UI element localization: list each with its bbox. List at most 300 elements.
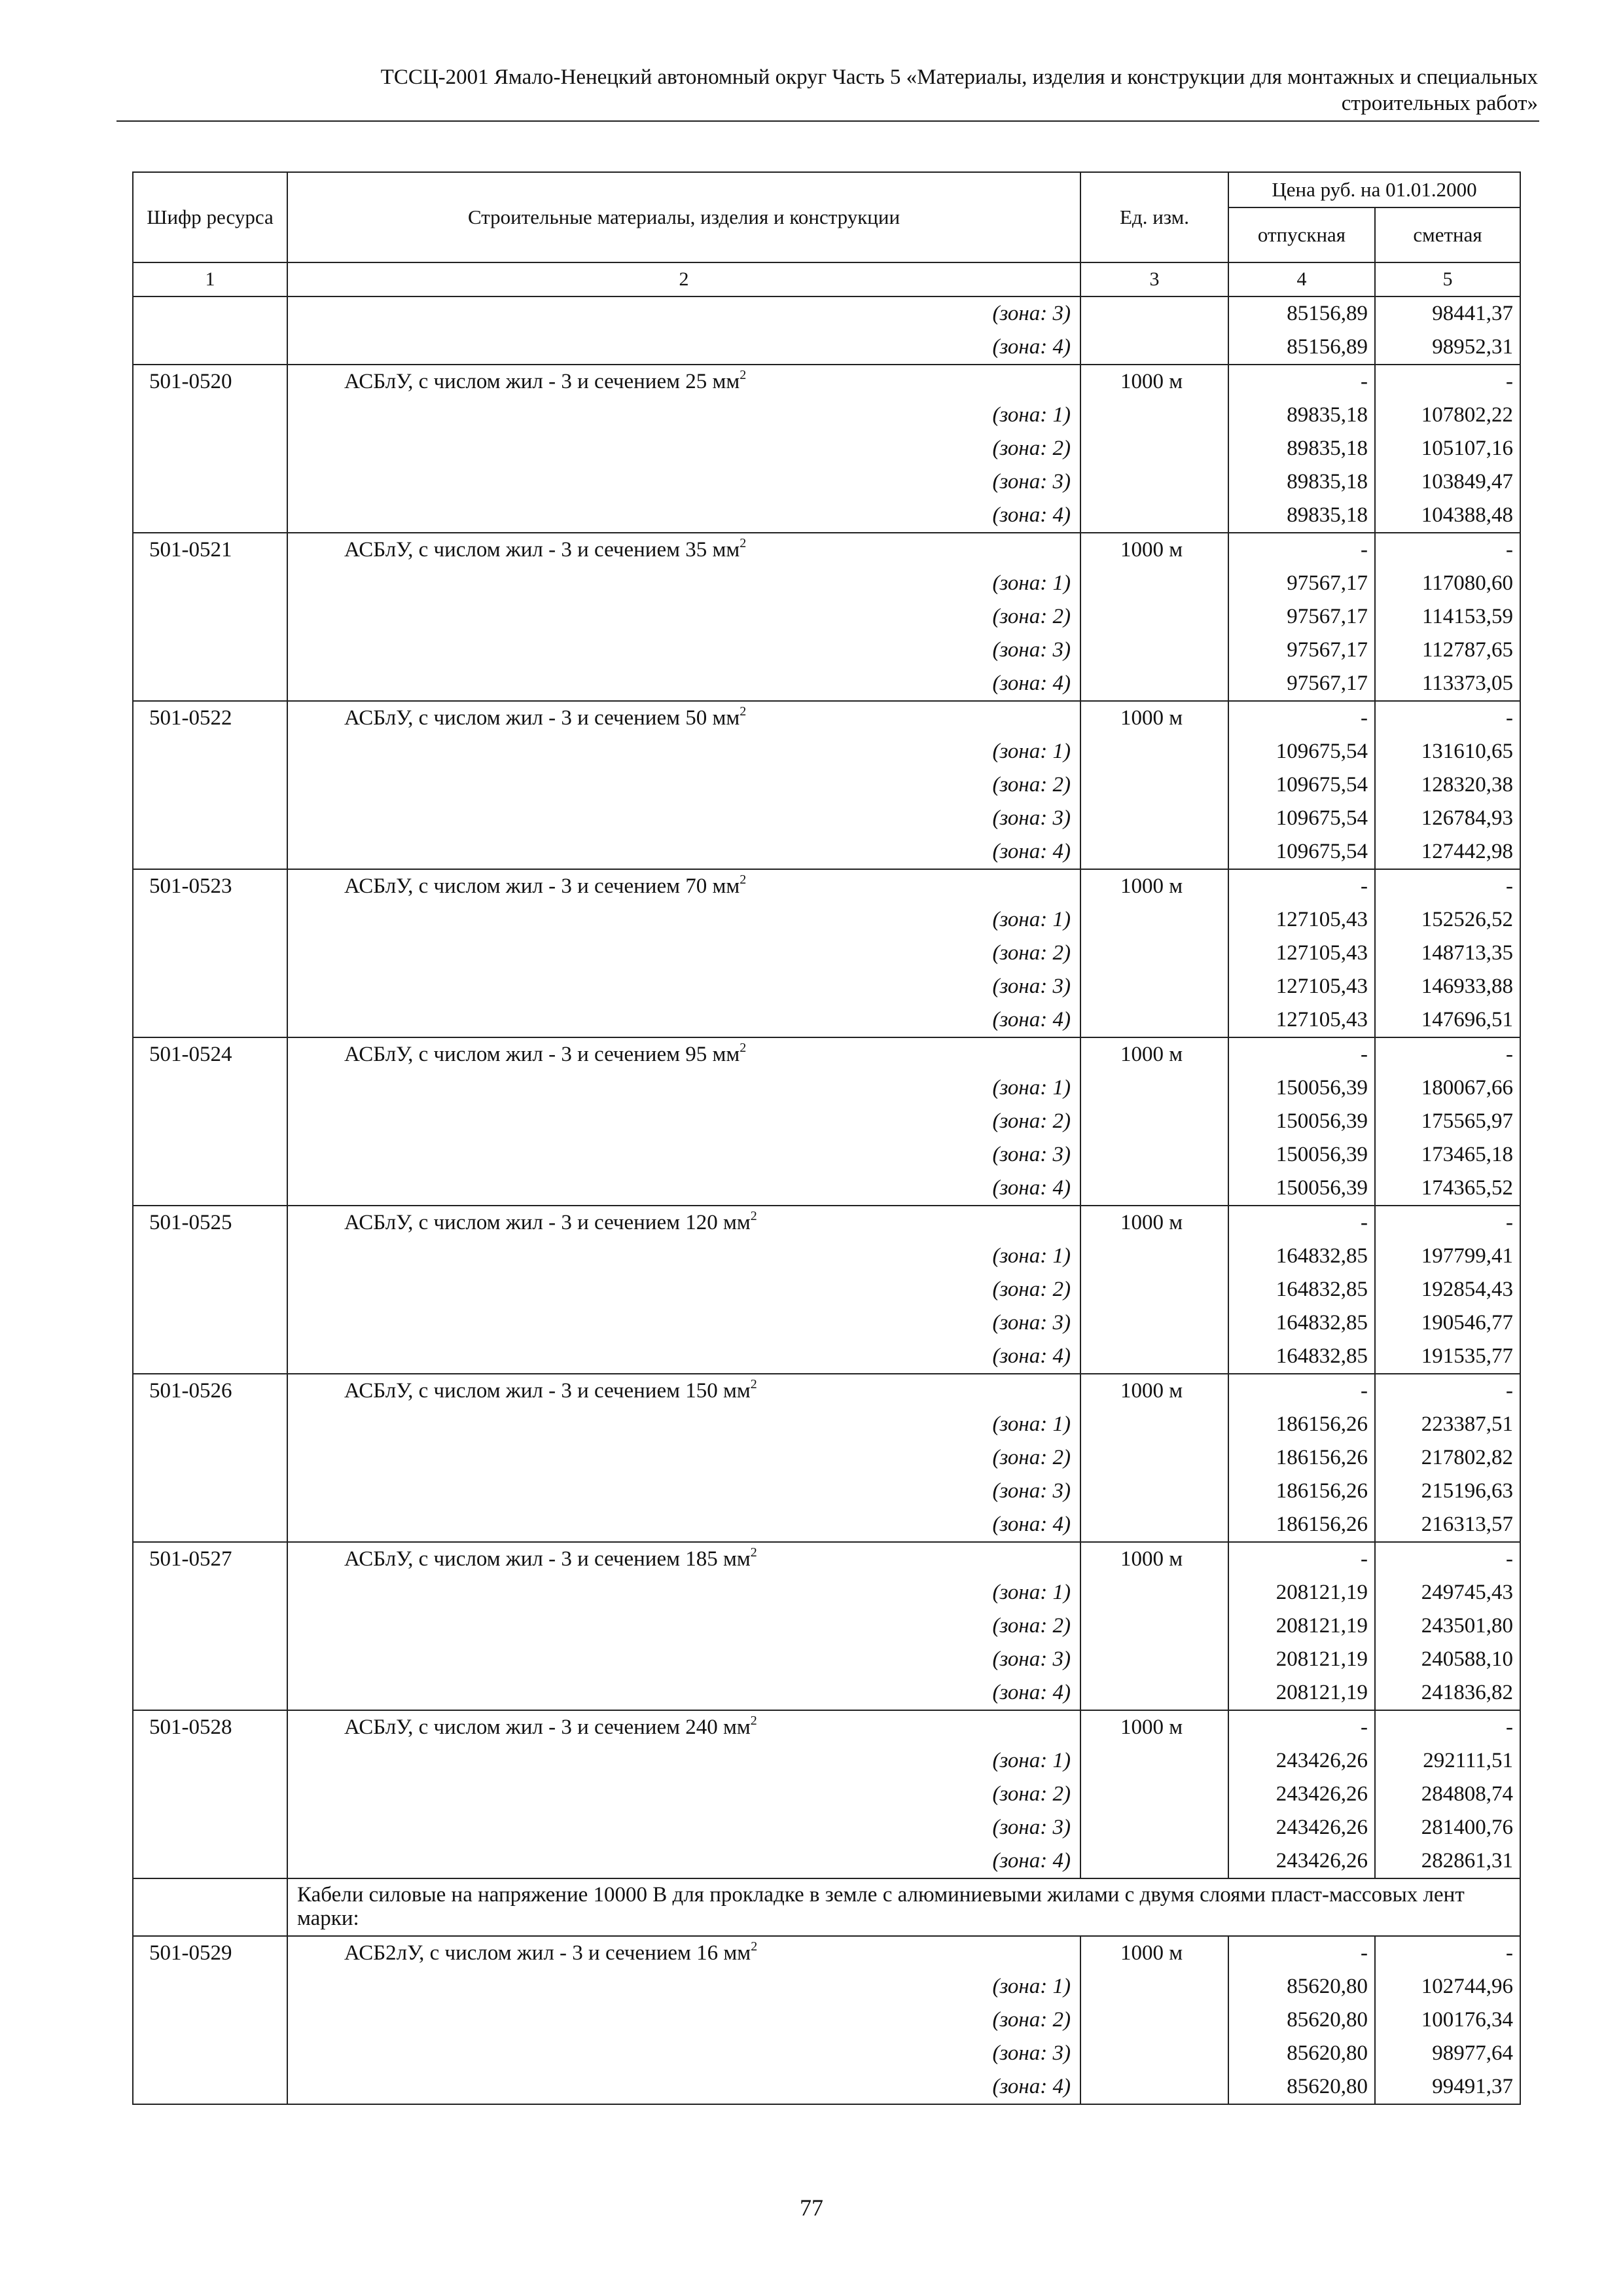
unit-cell bbox=[1080, 1844, 1228, 1878]
estimate-price: 292111,51 bbox=[1375, 1744, 1520, 1778]
resource-name bbox=[287, 365, 1080, 399]
resource-code-cell bbox=[133, 1744, 287, 1778]
superscript-exponent: 2 bbox=[740, 536, 747, 550]
estimate-price: 98952,31 bbox=[1375, 331, 1520, 365]
release-price: 89835,18 bbox=[1228, 432, 1375, 465]
estimate-price: 146933,88 bbox=[1375, 970, 1520, 1003]
release-price: 127105,43 bbox=[1228, 903, 1375, 937]
resource-row bbox=[133, 1936, 1520, 1970]
resource-name bbox=[287, 1542, 1080, 1576]
unit-cell bbox=[1080, 1475, 1228, 1508]
zone-label: (зона: 4) bbox=[287, 835, 1080, 869]
running-header bbox=[118, 64, 1538, 117]
header-rule bbox=[116, 120, 1539, 122]
zone-label: (зона: 2) bbox=[287, 1105, 1080, 1138]
resource-code: 501-0520 bbox=[133, 365, 287, 399]
unit-cell bbox=[1080, 937, 1228, 970]
release-price: 164832,85 bbox=[1228, 1240, 1375, 1273]
zone-row bbox=[133, 1844, 1520, 1878]
superscript-exponent: 2 bbox=[750, 1713, 757, 1728]
resource-code-cell bbox=[133, 735, 287, 768]
release-price: 127105,43 bbox=[1228, 970, 1375, 1003]
zone-row bbox=[133, 1609, 1520, 1643]
resource-code-cell bbox=[133, 1844, 287, 1878]
estimate-price: - bbox=[1375, 1374, 1520, 1408]
zone-label: (зона: 3) bbox=[287, 2037, 1080, 2070]
resource-code-cell bbox=[133, 1172, 287, 1206]
release-price: 109675,54 bbox=[1228, 768, 1375, 802]
estimate-price: 127442,98 bbox=[1375, 835, 1520, 869]
zone-label: (зона: 3) bbox=[287, 970, 1080, 1003]
unit-cell bbox=[1080, 1306, 1228, 1340]
resource-name-text: АСБлУ, с числом жил - 3 и сечением 25 мм bbox=[344, 370, 740, 393]
resource-name bbox=[287, 701, 1080, 735]
price-table-body bbox=[133, 296, 1520, 2104]
resource-code-cell bbox=[133, 1970, 287, 2003]
release-price: - bbox=[1228, 1936, 1375, 1970]
estimate-price: 240588,10 bbox=[1375, 1643, 1520, 1676]
resource-code-cell bbox=[133, 1071, 287, 1105]
resource-code: 501-0524 bbox=[133, 1037, 287, 1071]
zone-row bbox=[133, 296, 1520, 331]
estimate-price: 215196,63 bbox=[1375, 1475, 1520, 1508]
estimate-price: - bbox=[1375, 1710, 1520, 1744]
resource-code-cell bbox=[133, 835, 287, 869]
estimate-price: - bbox=[1375, 869, 1520, 903]
zone-label: (зона: 3) bbox=[287, 1643, 1080, 1676]
column-header-price-group: Цена руб. на 01.01.2000 bbox=[1228, 172, 1520, 207]
resource-code-cell bbox=[133, 296, 287, 331]
release-price: 109675,54 bbox=[1228, 735, 1375, 768]
zone-row bbox=[133, 600, 1520, 634]
release-price: 85620,80 bbox=[1228, 2070, 1375, 2104]
resource-code-cell bbox=[133, 667, 287, 701]
zone-row bbox=[133, 1306, 1520, 1340]
unit-cell bbox=[1080, 600, 1228, 634]
resource-code: 501-0525 bbox=[133, 1206, 287, 1240]
release-price: 186156,26 bbox=[1228, 1441, 1375, 1475]
zone-row bbox=[133, 768, 1520, 802]
estimate-price: 174365,52 bbox=[1375, 1172, 1520, 1206]
zone-row bbox=[133, 735, 1520, 768]
resource-code: 501-0528 bbox=[133, 1710, 287, 1744]
resource-code-cell bbox=[133, 2070, 287, 2104]
unit-cell bbox=[1080, 2070, 1228, 2104]
estimate-price: 131610,65 bbox=[1375, 735, 1520, 768]
zone-label: (зона: 2) bbox=[287, 1609, 1080, 1643]
superscript-exponent: 2 bbox=[740, 872, 747, 887]
unit-cell bbox=[1080, 1340, 1228, 1374]
estimate-price: 281400,76 bbox=[1375, 1811, 1520, 1844]
estimate-price: 197799,41 bbox=[1375, 1240, 1520, 1273]
release-price: 208121,19 bbox=[1228, 1609, 1375, 1643]
resource-code: 501-0523 bbox=[133, 869, 287, 903]
estimate-price: 190546,77 bbox=[1375, 1306, 1520, 1340]
resource-name-text: АСБлУ, с числом жил - 3 и сечением 50 мм bbox=[344, 706, 740, 730]
zone-row bbox=[133, 2037, 1520, 2070]
release-price: 109675,54 bbox=[1228, 802, 1375, 835]
zone-label: (зона: 3) bbox=[287, 1811, 1080, 1844]
unit-cell bbox=[1080, 1240, 1228, 1273]
section-heading: Кабели силовые на напряжение 10000 В для прокладке в земле с алюминиевыми жилами с двумя слоями пласт-массовых лент марки: bbox=[287, 1878, 1520, 1936]
resource-row bbox=[133, 1542, 1520, 1576]
zone-row bbox=[133, 1778, 1520, 1811]
zone-label: (зона: 1) bbox=[287, 1970, 1080, 2003]
resource-code-cell bbox=[133, 634, 287, 667]
estimate-price: 180067,66 bbox=[1375, 1071, 1520, 1105]
release-price: 164832,85 bbox=[1228, 1340, 1375, 1374]
estimate-price: 98441,37 bbox=[1375, 296, 1520, 331]
resource-code-cell bbox=[133, 1340, 287, 1374]
resource-name-text: АСБлУ, с числом жил - 3 и сечением 70 мм bbox=[344, 874, 740, 898]
zone-label: (зона: 4) bbox=[287, 331, 1080, 365]
unit-cell bbox=[1080, 970, 1228, 1003]
zone-row bbox=[133, 399, 1520, 432]
zone-row bbox=[133, 1643, 1520, 1676]
estimate-price: 148713,35 bbox=[1375, 937, 1520, 970]
release-price: - bbox=[1228, 701, 1375, 735]
resource-row bbox=[133, 1037, 1520, 1071]
unit-cell bbox=[1080, 1970, 1228, 2003]
release-price: 208121,19 bbox=[1228, 1643, 1375, 1676]
zone-label: (зона: 2) bbox=[287, 1778, 1080, 1811]
estimate-price: 241836,82 bbox=[1375, 1676, 1520, 1710]
resource-code-cell bbox=[133, 1441, 287, 1475]
resource-code-cell bbox=[133, 1306, 287, 1340]
estimate-price: - bbox=[1375, 1542, 1520, 1576]
unit-cell bbox=[1080, 903, 1228, 937]
superscript-exponent: 2 bbox=[750, 1377, 757, 1391]
resource-code-cell bbox=[133, 331, 287, 365]
release-price: 164832,85 bbox=[1228, 1306, 1375, 1340]
superscript-exponent: 2 bbox=[750, 1545, 757, 1560]
release-price: 85620,80 bbox=[1228, 2003, 1375, 2037]
resource-code: 501-0529 bbox=[133, 1936, 287, 1970]
estimate-price: 99491,37 bbox=[1375, 2070, 1520, 2104]
resource-name bbox=[287, 1037, 1080, 1071]
resource-code-cell bbox=[133, 903, 287, 937]
resource-name-text: АСБлУ, с числом жил - 3 и сечением 95 мм bbox=[344, 1043, 740, 1066]
resource-code-cell bbox=[133, 2037, 287, 2070]
resource-code-cell bbox=[133, 1105, 287, 1138]
resource-name-text: АСБлУ, с числом жил - 3 и сечением 240 мм bbox=[344, 1715, 751, 1739]
column-number: 1 bbox=[133, 262, 287, 296]
release-price: - bbox=[1228, 533, 1375, 567]
resource-code-cell bbox=[133, 1609, 287, 1643]
column-header-unit: Ед. изм. bbox=[1080, 172, 1228, 262]
estimate-price: 173465,18 bbox=[1375, 1138, 1520, 1172]
resource-name bbox=[287, 1374, 1080, 1408]
release-price: 186156,26 bbox=[1228, 1408, 1375, 1441]
resource-row bbox=[133, 1206, 1520, 1240]
release-price: 243426,26 bbox=[1228, 1744, 1375, 1778]
unit-cell bbox=[1080, 1138, 1228, 1172]
zone-row bbox=[133, 2003, 1520, 2037]
zone-row bbox=[133, 1105, 1520, 1138]
unit-of-measure: 1000 м bbox=[1080, 1374, 1228, 1408]
unit-of-measure: 1000 м bbox=[1080, 1206, 1228, 1240]
estimate-price: 128320,38 bbox=[1375, 768, 1520, 802]
zone-row bbox=[133, 937, 1520, 970]
unit-of-measure: 1000 м bbox=[1080, 1710, 1228, 1744]
unit-cell bbox=[1080, 331, 1228, 365]
resource-code: 501-0526 bbox=[133, 1374, 287, 1408]
resource-name-text: АСБлУ, с числом жил - 3 и сечением 120 мм bbox=[344, 1211, 751, 1234]
unit-cell bbox=[1080, 634, 1228, 667]
unit-cell bbox=[1080, 1408, 1228, 1441]
zone-row bbox=[133, 1172, 1520, 1206]
zone-label: (зона: 2) bbox=[287, 2003, 1080, 2037]
zone-row bbox=[133, 667, 1520, 701]
column-header-estimate-price: сметная bbox=[1375, 207, 1520, 262]
release-price: 208121,19 bbox=[1228, 1576, 1375, 1609]
resource-name-text: АСБлУ, с числом жил - 3 и сечением 185 мм bbox=[344, 1547, 751, 1571]
zone-label: (зона: 1) bbox=[287, 399, 1080, 432]
resource-code-cell bbox=[133, 1273, 287, 1306]
resource-name bbox=[287, 1206, 1080, 1240]
zone-row bbox=[133, 634, 1520, 667]
zone-row bbox=[133, 567, 1520, 600]
zone-label: (зона: 3) bbox=[287, 465, 1080, 499]
unit-of-measure: 1000 м bbox=[1080, 869, 1228, 903]
release-price: - bbox=[1228, 1206, 1375, 1240]
zone-label: (зона: 2) bbox=[287, 600, 1080, 634]
zone-label: (зона: 1) bbox=[287, 1744, 1080, 1778]
zone-row bbox=[133, 1676, 1520, 1710]
zone-row bbox=[133, 1475, 1520, 1508]
resource-code-cell bbox=[133, 499, 287, 533]
unit-cell bbox=[1080, 1609, 1228, 1643]
zone-label: (зона: 1) bbox=[287, 1576, 1080, 1609]
zone-label: (зона: 4) bbox=[287, 667, 1080, 701]
unit-cell bbox=[1080, 1576, 1228, 1609]
estimate-price: 98977,64 bbox=[1375, 2037, 1520, 2070]
release-price: - bbox=[1228, 869, 1375, 903]
estimate-price: - bbox=[1375, 701, 1520, 735]
estimate-price: 126784,93 bbox=[1375, 802, 1520, 835]
release-price: 243426,26 bbox=[1228, 1844, 1375, 1878]
zone-label: (зона: 1) bbox=[287, 1071, 1080, 1105]
zone-label: (зона: 4) bbox=[287, 1003, 1080, 1037]
zone-label: (зона: 3) bbox=[287, 634, 1080, 667]
release-price: 186156,26 bbox=[1228, 1475, 1375, 1508]
estimate-price: 243501,80 bbox=[1375, 1609, 1520, 1643]
superscript-exponent: 2 bbox=[751, 1939, 758, 1954]
unit-cell bbox=[1080, 735, 1228, 768]
estimate-price: 223387,51 bbox=[1375, 1408, 1520, 1441]
release-price: 186156,26 bbox=[1228, 1508, 1375, 1542]
zone-row bbox=[133, 802, 1520, 835]
estimate-price: 152526,52 bbox=[1375, 903, 1520, 937]
zone-row bbox=[133, 1340, 1520, 1374]
unit-of-measure: 1000 м bbox=[1080, 365, 1228, 399]
release-price: - bbox=[1228, 1037, 1375, 1071]
column-number: 4 bbox=[1228, 262, 1375, 296]
release-price: 97567,17 bbox=[1228, 567, 1375, 600]
resource-code-cell bbox=[133, 1240, 287, 1273]
zone-label: (зона: 3) bbox=[287, 802, 1080, 835]
resource-code-cell bbox=[133, 567, 287, 600]
resource-name bbox=[287, 533, 1080, 567]
resource-code-cell bbox=[133, 1576, 287, 1609]
resource-code-cell bbox=[133, 600, 287, 634]
unit-cell bbox=[1080, 768, 1228, 802]
zone-label: (зона: 4) bbox=[287, 2070, 1080, 2104]
column-number: 5 bbox=[1375, 262, 1520, 296]
zone-label: (зона: 1) bbox=[287, 903, 1080, 937]
zone-label: (зона: 4) bbox=[287, 1172, 1080, 1206]
resource-code-cell bbox=[133, 768, 287, 802]
superscript-exponent: 2 bbox=[740, 1041, 747, 1055]
resource-code-cell bbox=[133, 1878, 287, 1936]
resource-code-cell bbox=[133, 1811, 287, 1844]
zone-label: (зона: 4) bbox=[287, 499, 1080, 533]
superscript-exponent: 2 bbox=[740, 368, 747, 382]
zone-label: (зона: 2) bbox=[287, 937, 1080, 970]
estimate-price: 175565,97 bbox=[1375, 1105, 1520, 1138]
zone-row bbox=[133, 432, 1520, 465]
release-price: 85156,89 bbox=[1228, 331, 1375, 365]
resource-name bbox=[287, 869, 1080, 903]
zone-row bbox=[133, 1744, 1520, 1778]
zone-row bbox=[133, 1240, 1520, 1273]
zone-label: (зона: 2) bbox=[287, 1441, 1080, 1475]
release-price: 208121,19 bbox=[1228, 1676, 1375, 1710]
unit-cell bbox=[1080, 399, 1228, 432]
superscript-exponent: 2 bbox=[750, 1209, 757, 1223]
unit-cell bbox=[1080, 499, 1228, 533]
zone-label: (зона: 3) bbox=[287, 1138, 1080, 1172]
release-price: - bbox=[1228, 1710, 1375, 1744]
unit-cell bbox=[1080, 1676, 1228, 1710]
zone-row bbox=[133, 1576, 1520, 1609]
unit-cell bbox=[1080, 567, 1228, 600]
zone-row bbox=[133, 1441, 1520, 1475]
resource-code-cell bbox=[133, 1508, 287, 1542]
unit-cell bbox=[1080, 1172, 1228, 1206]
estimate-price: - bbox=[1375, 1206, 1520, 1240]
release-price: - bbox=[1228, 1374, 1375, 1408]
estimate-price: 147696,51 bbox=[1375, 1003, 1520, 1037]
estimate-price: 105107,16 bbox=[1375, 432, 1520, 465]
zone-label: (зона: 3) bbox=[287, 1475, 1080, 1508]
resource-code-cell bbox=[133, 465, 287, 499]
resource-code: 501-0521 bbox=[133, 533, 287, 567]
resource-row bbox=[133, 533, 1520, 567]
unit-cell bbox=[1080, 296, 1228, 331]
zone-row bbox=[133, 1508, 1520, 1542]
unit-cell bbox=[1080, 2003, 1228, 2037]
zone-label: (зона: 4) bbox=[287, 1844, 1080, 1878]
unit-cell bbox=[1080, 1811, 1228, 1844]
estimate-price: - bbox=[1375, 365, 1520, 399]
resource-row bbox=[133, 1710, 1520, 1744]
zone-label: (зона: 1) bbox=[287, 1408, 1080, 1441]
unit-cell bbox=[1080, 667, 1228, 701]
release-price: 89835,18 bbox=[1228, 465, 1375, 499]
estimate-price: 192854,43 bbox=[1375, 1273, 1520, 1306]
unit-cell bbox=[1080, 432, 1228, 465]
resource-row bbox=[133, 701, 1520, 735]
resource-code-cell bbox=[133, 1778, 287, 1811]
zone-label: (зона: 2) bbox=[287, 1273, 1080, 1306]
release-price: 150056,39 bbox=[1228, 1172, 1375, 1206]
zone-row bbox=[133, 1408, 1520, 1441]
resource-code-cell bbox=[133, 399, 287, 432]
release-price: 85620,80 bbox=[1228, 1970, 1375, 2003]
resource-name bbox=[287, 1936, 1080, 1970]
zone-row bbox=[133, 835, 1520, 869]
zone-label: (зона: 2) bbox=[287, 432, 1080, 465]
column-header-name: Строительные материалы, изделия и конструкции bbox=[287, 172, 1080, 262]
resource-row bbox=[133, 365, 1520, 399]
running-header-line-1: ТССЦ-2001 Ямало-Ненецкий автономный округ Часть 5 «Материалы, изделия и конструкции для монтажных и специальных bbox=[380, 65, 1538, 89]
resource-code: 501-0527 bbox=[133, 1542, 287, 1576]
column-number: 2 bbox=[287, 262, 1080, 296]
estimate-price: 216313,57 bbox=[1375, 1508, 1520, 1542]
section-heading-row bbox=[133, 1878, 1520, 1936]
zone-row bbox=[133, 1970, 1520, 2003]
estimate-price: 217802,82 bbox=[1375, 1441, 1520, 1475]
estimate-price: 107802,22 bbox=[1375, 399, 1520, 432]
resource-code-cell bbox=[133, 1003, 287, 1037]
zone-label: (зона: 2) bbox=[287, 768, 1080, 802]
estimate-price: 104388,48 bbox=[1375, 499, 1520, 533]
unit-cell bbox=[1080, 1441, 1228, 1475]
resource-code-cell bbox=[133, 1138, 287, 1172]
resource-row bbox=[133, 869, 1520, 903]
zone-label: (зона: 4) bbox=[287, 1340, 1080, 1374]
resource-name-text: АСБ2лУ, с числом жил - 3 и сечением 16 мм bbox=[344, 1941, 751, 1965]
unit-of-measure: 1000 м bbox=[1080, 533, 1228, 567]
price-table-header bbox=[133, 172, 1520, 296]
unit-cell bbox=[1080, 1003, 1228, 1037]
resource-name bbox=[287, 1710, 1080, 1744]
resource-name-text: АСБлУ, с числом жил - 3 и сечением 150 мм bbox=[344, 1379, 751, 1403]
estimate-price: 103849,47 bbox=[1375, 465, 1520, 499]
zone-row bbox=[133, 2070, 1520, 2104]
column-number: 3 bbox=[1080, 262, 1228, 296]
unit-of-measure: 1000 м bbox=[1080, 1542, 1228, 1576]
zone-row bbox=[133, 1071, 1520, 1105]
unit-cell bbox=[1080, 1744, 1228, 1778]
zone-row bbox=[133, 903, 1520, 937]
unit-cell bbox=[1080, 465, 1228, 499]
release-price: 89835,18 bbox=[1228, 499, 1375, 533]
running-header-line-2: строительных работ» bbox=[1341, 92, 1538, 115]
resource-code-cell bbox=[133, 1408, 287, 1441]
zone-label: (зона: 3) bbox=[287, 1306, 1080, 1340]
unit-of-measure: 1000 м bbox=[1080, 1037, 1228, 1071]
estimate-price: - bbox=[1375, 1936, 1520, 1970]
zone-label: (зона: 3) bbox=[287, 296, 1080, 331]
release-price: 127105,43 bbox=[1228, 1003, 1375, 1037]
resource-code-cell bbox=[133, 970, 287, 1003]
unit-cell bbox=[1080, 1071, 1228, 1105]
unit-of-measure: 1000 м bbox=[1080, 701, 1228, 735]
release-price: 150056,39 bbox=[1228, 1071, 1375, 1105]
resource-code-cell bbox=[133, 1475, 287, 1508]
zone-row bbox=[133, 465, 1520, 499]
column-header-code: Шифр ресурса bbox=[133, 172, 287, 262]
unit-of-measure: 1000 м bbox=[1080, 1936, 1228, 1970]
superscript-exponent: 2 bbox=[740, 704, 747, 719]
release-price: 89835,18 bbox=[1228, 399, 1375, 432]
zone-label: (зона: 1) bbox=[287, 1240, 1080, 1273]
estimate-price: 282861,31 bbox=[1375, 1844, 1520, 1878]
release-price: - bbox=[1228, 1542, 1375, 1576]
zone-row bbox=[133, 1811, 1520, 1844]
